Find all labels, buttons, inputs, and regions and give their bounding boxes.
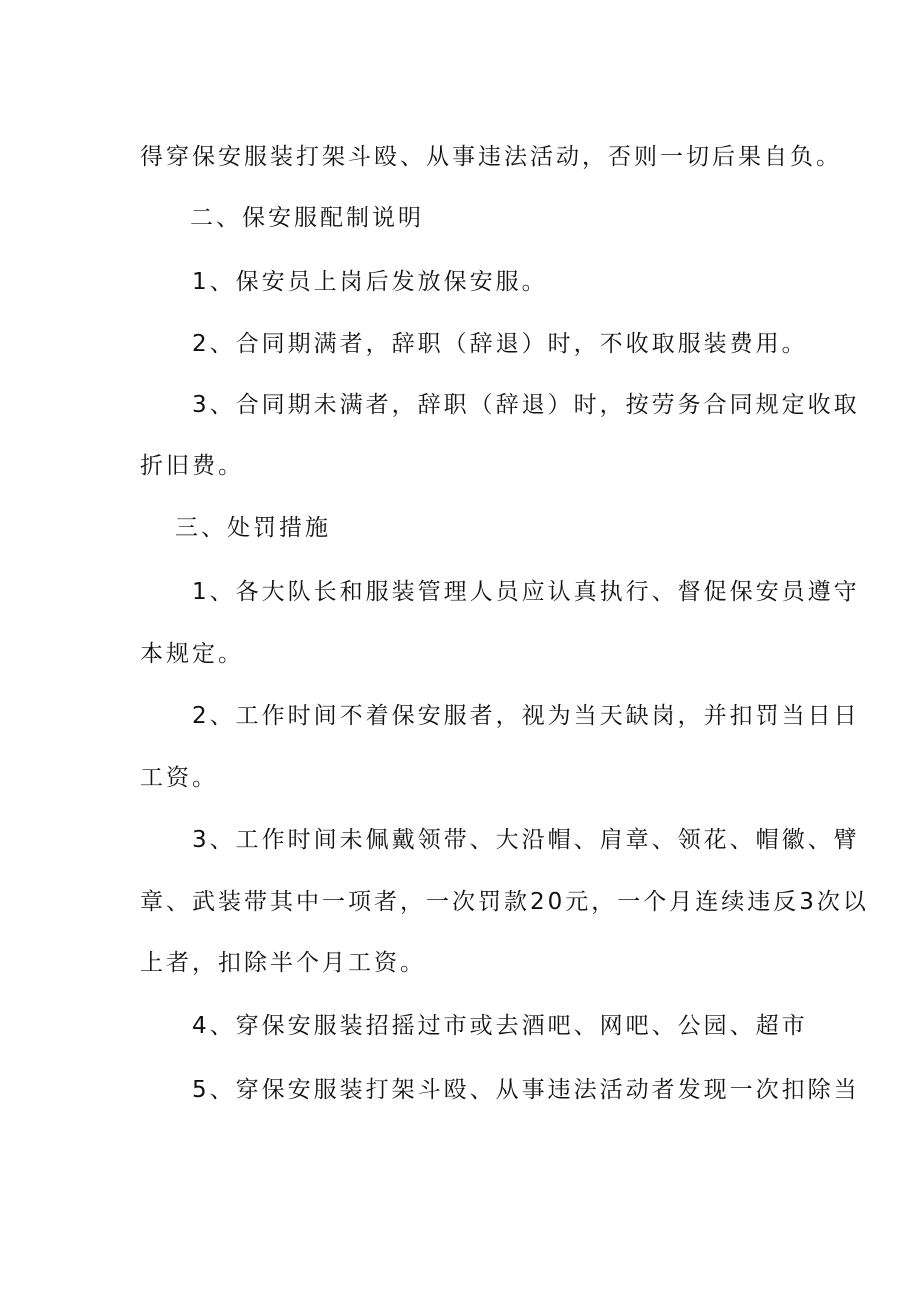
list-item: 1、保安员上岗后发放保安服。 [192,269,548,295]
list-item: 2、工作时间不着保安服者，视为当天缺岗，并扣罚当日日 [192,703,860,729]
list-item: 3、合同期未满者，辞职（辞退）时，按劳务合同规定收取 [192,392,860,418]
paragraph-line: 本规定。 [140,641,244,667]
list-item: 2、合同期满者，辞职（辞退）时，不收取服装费用。 [192,331,808,357]
paragraph-line: 折旧费。 [140,453,244,479]
list-item: 5、穿保安服装打架斗殴、从事违法活动者发现一次扣除当 [192,1077,860,1103]
list-item: 1、各大队长和服装管理人员应认真执行、督促保安员遵守 [192,579,860,605]
list-item: 4、穿保安服装招摇过市或去酒吧、网吧、公园、超市 [192,1013,808,1039]
list-item: 3、工作时间未佩戴领带、大沿帽、肩章、领花、帽徽、臂 [192,827,860,853]
section-heading: 二、保安服配制说明 [190,205,424,231]
section-heading: 三、处罚措施 [175,515,331,541]
paragraph-line: 工资。 [140,765,218,791]
paragraph-line: 章、武装带其中一项者，一次罚款20元，一个月连续违反3次以 [140,889,869,915]
paragraph-line: 得穿保安服装打架斗殴、从事违法活动，否则一切后果自负。 [140,144,842,170]
paragraph-line: 上者，扣除半个月工资。 [140,950,426,976]
